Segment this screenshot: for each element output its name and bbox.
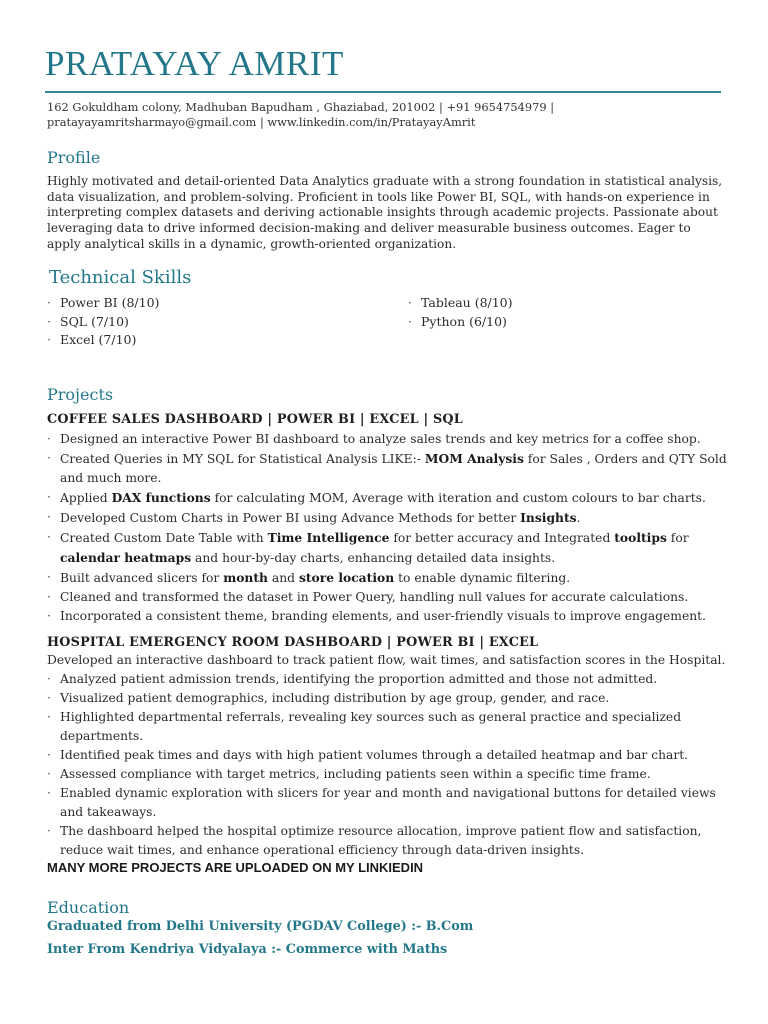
bullet-icon: · — [47, 451, 51, 465]
skills-heading: Technical Skills — [49, 267, 192, 288]
bullet-icon: · — [47, 295, 51, 310]
bullet-icon: · — [47, 786, 51, 800]
contact-email-line: pratayayamritsharmayo@gmail.com | www.linkedin.com/in/PratayayAmrit — [47, 115, 476, 129]
bullet-icon: · — [47, 490, 51, 504]
list-item — [47, 449, 727, 488]
bullet-text: Identified peak times and days with high patient volumes through a detailed heatmap and bar chart. — [60, 748, 689, 762]
bullet-icon: · — [47, 710, 51, 724]
list-item — [47, 708, 727, 746]
skill-label: Excel (7/10) — [60, 332, 137, 347]
project-title-hospital: HOSPITAL EMERGENCY ROOM DASHBOARD | POWER BI | EXCEL — [47, 635, 539, 650]
bullet-icon: · — [408, 314, 412, 329]
skill-item — [47, 332, 136, 347]
skill-label: Python (6/10) — [421, 314, 507, 329]
bullet-icon: · — [47, 432, 51, 446]
bullet-emphasis: calendar heatmaps — [60, 550, 192, 565]
bullet-emphasis: tooltips — [614, 530, 667, 545]
bullet-text: for — [666, 531, 689, 545]
hospital-project-bullets — [47, 670, 727, 860]
bullet-emphasis: month — [223, 570, 268, 585]
skill-label: Tableau (8/10) — [421, 295, 513, 310]
bullet-icon: · — [47, 570, 51, 584]
bullet-text: Enabled dynamic exploration with slicers for year and month and navigational buttons for detailed views and takeaways. — [60, 786, 716, 819]
list-item — [47, 822, 727, 860]
contact-address-line: 162 Gokuldham colony, Madhuban Bapudham , Ghaziabad, 201002 | +91 9654754979 | — [47, 100, 555, 114]
list-item — [47, 430, 727, 449]
list-item — [47, 528, 727, 568]
bullet-emphasis: Insights — [520, 510, 577, 525]
bullet-icon: · — [47, 590, 51, 604]
list-item — [47, 488, 727, 508]
list-item — [47, 670, 727, 689]
skill-item — [408, 295, 513, 310]
bullet-text: for calculating MOM, Average with iteration and custom colours to bar charts. — [210, 491, 706, 505]
bullet-text: Created Queries in MY SQL for Statistical Analysis LIKE:- — [60, 452, 425, 466]
header-divider — [45, 91, 721, 93]
bullet-emphasis: DAX functions — [111, 490, 211, 505]
coffee-project-bullets — [47, 430, 727, 626]
bullet-emphasis: Time Intelligence — [267, 530, 390, 545]
profile-heading: Profile — [47, 148, 101, 167]
bullet-text: Applied — [60, 491, 112, 505]
skill-item — [47, 295, 159, 310]
list-item — [47, 746, 727, 765]
profile-text: Highly motivated and detail-oriented Data Analytics graduate with a strong foundation in statistical analysis, data visualization, and problem-solving. Proficient in tools like Power BI, SQL, with hands-on experience in interpreting complex datasets and deriving actionable insights through academic projects. Passionate about leveraging data to drive informed decision-making and deliver measurable business outcomes. Eager to apply analytical skills in a dynamic, growth-oriented organization. — [47, 174, 723, 251]
list-item — [47, 689, 727, 708]
skill-label: Power BI (8/10) — [60, 295, 160, 310]
bullet-icon: · — [47, 691, 51, 705]
bullet-icon: · — [47, 609, 51, 623]
bullet-icon: · — [47, 530, 51, 544]
bullet-text: Visualized patient demographics, including distribution by age group, gender, and race. — [60, 691, 610, 705]
bullet-emphasis: store location — [298, 570, 395, 585]
bullet-text: . — [576, 511, 581, 525]
bullet-text: for better accuracy and Integrated — [389, 531, 615, 545]
skill-label: SQL (7/10) — [60, 314, 129, 329]
bullet-text: Assessed compliance with target metrics, including patients seen within a specific time frame. — [60, 767, 651, 781]
bullet-text: Designed an interactive Power BI dashboard to analyze sales trends and key metrics for a coffee shop. — [60, 432, 701, 446]
bullet-icon: · — [408, 295, 412, 310]
bullet-icon: · — [47, 672, 51, 686]
list-item — [47, 765, 727, 784]
list-item — [47, 784, 727, 822]
bullet-text: Developed Custom Charts in Power BI using Advance Methods for better — [60, 511, 521, 525]
bullet-text: Built advanced slicers for — [60, 571, 224, 585]
project-description-hospital: Developed an interactive dashboard to track patient flow, wait times, and satisfaction scores in the Hospital. — [47, 653, 726, 667]
education-graduation: Graduated from Delhi University (PGDAV College) :- B.Com — [47, 919, 474, 934]
bullet-emphasis: MOM Analysis — [424, 451, 524, 466]
bullet-text: to enable dynamic filtering. — [394, 571, 571, 585]
more-projects-note: MANY MORE PROJECTS ARE UPLOADED ON MY LINKIEDIN — [47, 860, 424, 875]
bullet-text: Incorporated a consistent theme, branding elements, and user-friendly visuals to improve engagement. — [60, 609, 707, 623]
bullet-text: and — [267, 571, 299, 585]
bullet-text: for Sales , Orders and QTY Sold and much more. — [60, 452, 727, 485]
bullet-text: The dashboard helped the hospital optimize resource allocation, improve patient flow and satisfaction, reduce wait times, and enhance operational efficiency through data-driven insights. — [60, 824, 702, 857]
bullet-icon: · — [47, 314, 51, 329]
candidate-name: PRATAYAY AMRIT — [45, 44, 344, 83]
bullet-text: Highlighted departmental referrals, revealing key sources such as general practice and specialized departments. — [60, 710, 682, 743]
bullet-icon: · — [47, 748, 51, 762]
list-item — [47, 508, 727, 528]
list-item — [47, 588, 727, 607]
education-intermediate: Inter From Kendriya Vidyalaya :- Commerce with Maths — [47, 942, 448, 957]
bullet-icon: · — [47, 767, 51, 781]
contact-info — [47, 100, 727, 130]
bullet-icon: · — [47, 332, 51, 347]
bullet-text: and hour-by-day charts, enhancing detailed data insights. — [191, 551, 556, 565]
education-heading: Education — [47, 898, 130, 917]
list-item — [47, 568, 727, 588]
projects-heading: Projects — [47, 385, 114, 404]
skill-item — [408, 314, 507, 329]
bullet-text: Cleaned and transformed the dataset in Power Query, handling null values for accurate calculations. — [60, 590, 689, 604]
bullet-text: Created Custom Date Table with — [60, 531, 268, 545]
skill-item — [47, 314, 129, 329]
bullet-text: Analyzed patient admission trends, identifying the proportion admitted and those not admitted. — [60, 672, 658, 686]
bullet-icon: · — [47, 510, 51, 524]
project-title-coffee: COFFEE SALES DASHBOARD | POWER BI | EXCEL | SQL — [47, 412, 463, 427]
bullet-icon: · — [47, 824, 51, 838]
list-item — [47, 607, 727, 626]
